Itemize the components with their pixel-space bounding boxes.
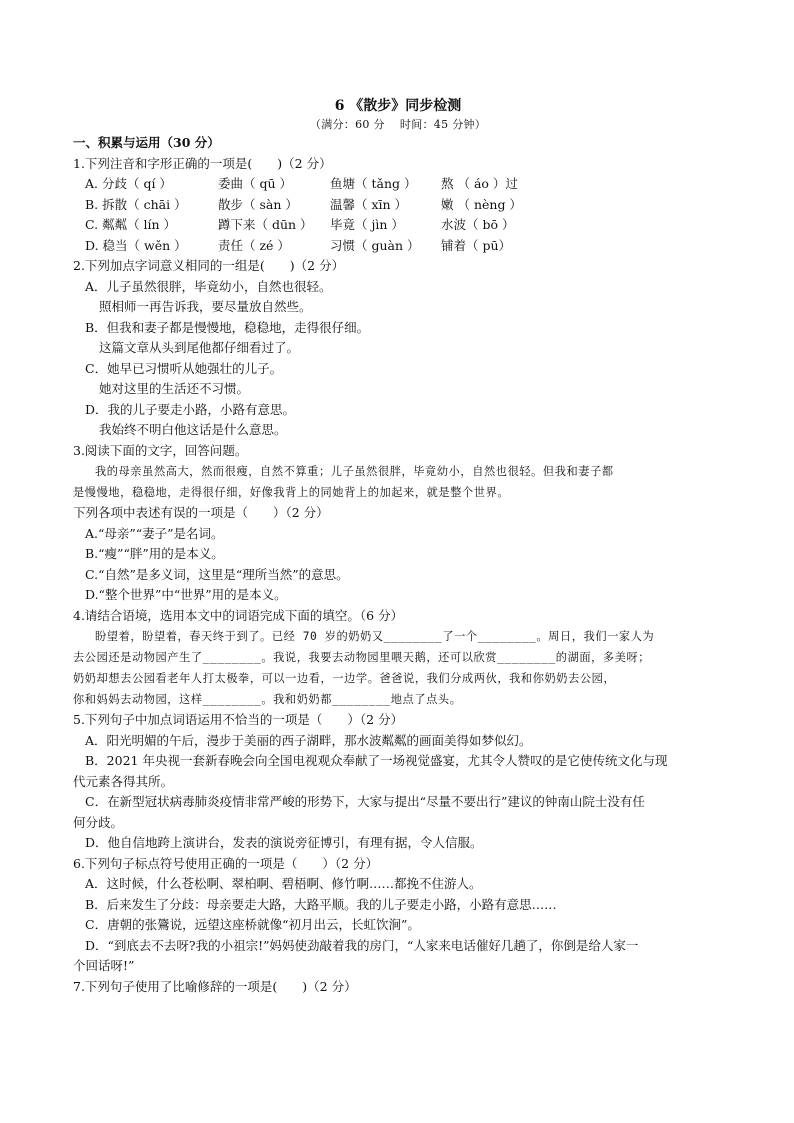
option-line: A．儿子虽然很胖，毕竟幼小，自然也很轻。 [85,278,332,294]
option-cell: C. 粼粼（ lín ） [85,217,177,232]
option-line: A．阳光明媚的午后，漫步于美丽的西子湖畔，那水波粼粼的画面美得如梦似幻。 [85,732,532,748]
option-line: A．这时候，什么苍松啊、翠柏啊、碧梧啊、修竹啊……都挽不住游人。 [85,876,482,891]
option-line: B．2021 年央视一套新春晚会向全国电视观众奉献了一场视觉盛宴，尤其令人赞叹的是它使传统文化与现 [85,753,668,768]
fill-blank-passage-line: 盼望着，盼望着，春天终于到了。已经 70 岁的奶奶又________了一个________。周日，我们一家人为 [95,630,655,643]
option-line: D.“整个世界”中“世界”用的是本义。 [85,587,287,602]
option-cell: 铺着（ pū） [441,237,512,253]
question-7-stem: 7.下列句子使用了比喻修辞的一项是( )（2 分） [73,978,357,994]
question-4-stem: 4.请结合语境，选用本文中的词语完成下面的填空。（6 分） [73,607,404,623]
option-line: C．唐朝的张鷟说，远望这座桥就像“初月出云，长虹饮涧”。 [85,917,420,932]
option-line: C.“自然”是多义词，这里是“理所当然”的意思。 [85,566,349,582]
option-line: B．后来发生了分歧：母亲要走大路，大路平顺。我的儿子要走小路，小路有意思…… [85,896,557,912]
section-heading: 一、积累与运用（30 分） [73,135,220,150]
question-3-stem: 3.阅读下面的文字，回答问题。 [73,442,248,458]
reading-passage-line: 我的母亲虽然高大，然而很瘦，自然不算重；儿子虽然很胖，毕竟幼小，自然也很轻。但我和妻子都 [95,465,614,478]
option-cell: B. 拆散（ chāi ） [85,196,187,212]
option-cell: 水波（ bō ） [441,217,515,232]
page-subtitle: （满分：60 分 时间：45 分钟） [309,118,487,131]
fill-blank-passage-line: 去公园还是动物园产生了________。我说，我要去动物园里喂天鹅，还可以欣赏________的湖面，多美呀； [73,651,651,664]
option-cell: 毕竟（ jìn ） [330,217,404,232]
option-cell: 习惯（ guàn ） [330,237,420,253]
option-line: B．但我和妻子都是慢慢地，稳稳地，走得很仔细。 [85,319,370,335]
option-cell: 嫩 （ nèng ） [441,196,522,212]
option-cell: 散步（ sàn ） [218,196,298,212]
option-line-continued: 代元素各得其所。 [73,773,174,789]
option-line: 我始终不明白他这话是什么意思。 [99,422,287,437]
page-title: 6 《散步》同步检测 [334,98,462,114]
question-1-row-d [73,236,723,257]
option-line: B.“瘦”“胖”用的是本义。 [85,546,224,561]
question-1-row-b [73,195,723,216]
question-1-row-c [73,215,723,236]
option-cell: 熬 （ áo ）过 [441,176,518,191]
option-line: D．“到底去不去呀?我的小祖宗!”妈妈使劲敲着我的房门，“人家来电话催好几趟了，你倒是给人家一 [85,937,639,953]
option-line-continued: 个回话呀!” [73,958,135,973]
fill-blank-passage-line: 你和妈妈去动物园，这样________。我和奶奶都________地点了点头。 [73,693,462,706]
option-line: 这篇文章从头到尾他都仔细看过了。 [99,340,300,355]
option-cell: 鱼塘（ tǎng ） [330,176,417,191]
question-1-row-a [73,174,723,195]
fill-blank-passage-line: 奶奶却想去公园看老年人打太极拳，可以一边看，一边学。爸爸说，我们分成两伙，我和你奶奶去公园， [73,672,616,685]
option-cell: 温馨（ xīn ） [330,196,408,212]
question-1-stem: 1.下列注音和字形正确的一项是( )（2 分） [73,155,332,171]
question-6-stem: 6.下列句子标点符号使用正确的一项是（ ）（2 分） [73,855,379,871]
question-5-stem: 5.下列句子中加点词语运用不恰当的一项是（ ）（2 分） [73,712,404,727]
question-3-substem: 下列各项中表述有误的一项是（ ）（2 分） [73,505,329,520]
option-cell: 责任（ zé ） [218,237,290,253]
question-2-stem: 2.下列加点字词意义相同的一组是( )（2 分） [73,258,345,273]
option-line: A.“母亲”“妻子”是名词。 [85,525,224,541]
option-line: 照相师一再告诉我，要尽量放自然些。 [99,299,312,314]
option-cell: 蹲下来（ dūn ） [218,217,313,232]
reading-passage-line: 是慢慢地，稳稳地，走得很仔细，好像我背上的同她背上的加起来，就是整个世界。 [73,486,510,499]
option-line: 她对这里的生活还不习惯。 [99,381,250,396]
worksheet-page [73,96,723,997]
option-line-continued: 何分歧。 [73,814,124,830]
option-line: D．我的儿子要走小路，小路有意思。 [85,401,296,417]
option-line: C．她早已习惯听从她强壮的儿子。 [85,360,283,376]
option-cell: 委曲（ qū ） [218,176,292,191]
option-line: C．在新型冠状病毒肺炎疫情非常严峻的形势下，大家与提出“尽量不要出行”建议的钟南山院士没有任 [85,794,645,809]
option-cell: A. 分歧（ qí ） [85,176,172,191]
option-cell: D. 稳当（ wěn ） [85,237,187,253]
option-line: D．他自信地跨上演讲台，发表的演说旁征博引，有理有据，令人信服。 [85,835,483,850]
